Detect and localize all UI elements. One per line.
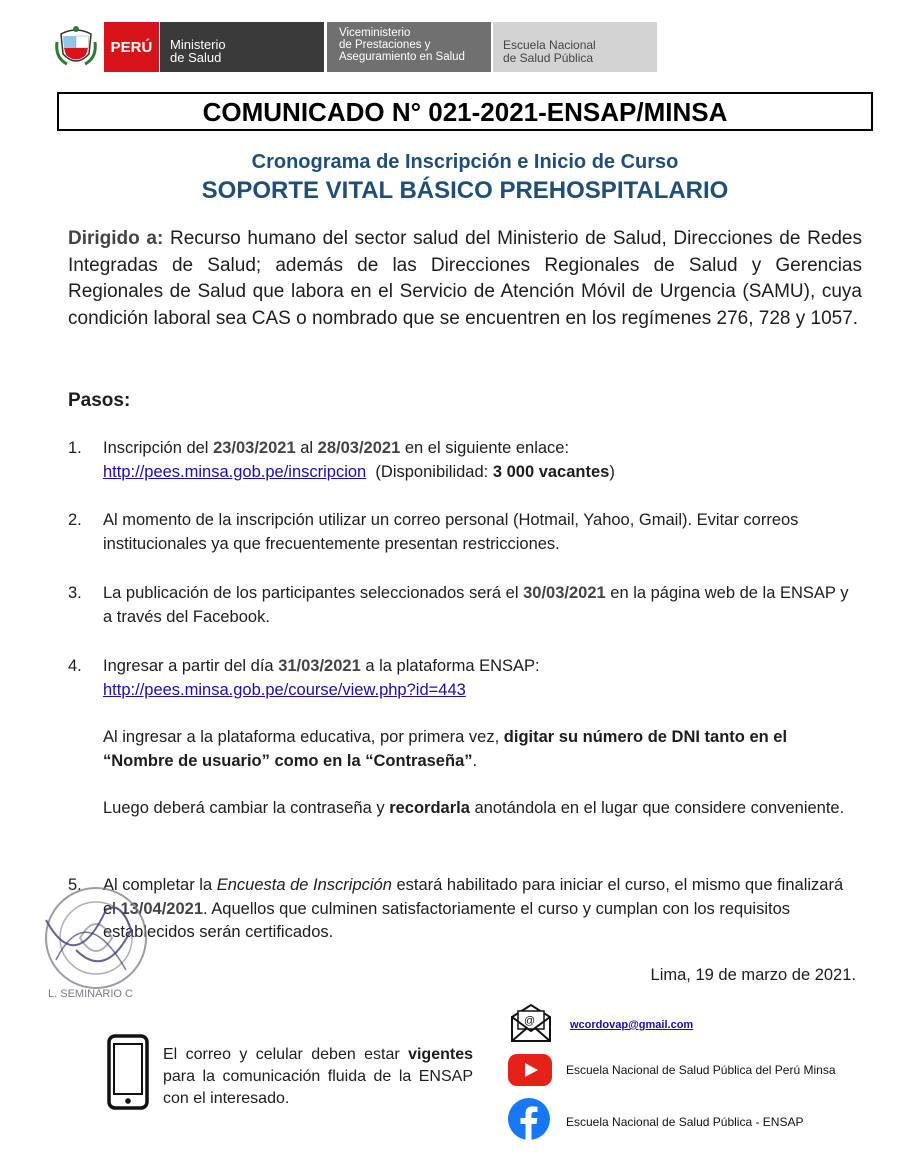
step-text: Inscripción del bbox=[103, 439, 214, 457]
step-3 bbox=[68, 582, 858, 632]
target-audience-label: Dirigido a: bbox=[68, 228, 164, 249]
step-text: en el siguiente enlace: bbox=[400, 439, 570, 457]
step-text: Al momento de la inscripción utilizar un correo personal (Hotmail, Yahoo, Gmail). Evitar correos institucionales ya que frecuentemente presentan restricciones. bbox=[103, 511, 799, 553]
mobile-phone-icon bbox=[107, 1034, 149, 1110]
contact-note-emphasis: vigentes bbox=[408, 1046, 473, 1063]
schedule-subtitle: Cronograma de Inscripción e Inicio de Curso bbox=[251, 151, 679, 173]
step-1 bbox=[68, 437, 858, 487]
access-date: 31/03/2021 bbox=[278, 657, 361, 675]
step-text: Al ingresar a la plataforma educativa, por primera vez, bbox=[103, 728, 504, 746]
official-stamp-signature bbox=[36, 880, 156, 1000]
ministerio-line1: Ministerio bbox=[170, 37, 226, 52]
email-envelope-icon bbox=[510, 1003, 552, 1043]
step-2 bbox=[68, 509, 858, 559]
facebook-icon bbox=[508, 1098, 550, 1140]
end-course-date: 13/04/2021 bbox=[120, 899, 204, 918]
step-text: anotándola en el lugar que considere conveniente. bbox=[469, 799, 845, 817]
target-audience-text: Recurso humano del sector salud del Ministerio de Salud, Direcciones de Redes Integradas de Salud; además de las Direcciones Regionales de Salud y Gerencias Regionales de Salud que labora en el Servicio de Atención Móvil de Urgencia (SAMU), cuya condición laboral sea CAS o nombrado que se encuentren en los regímenes 276, 728 y 1057. bbox=[68, 228, 862, 329]
vacancies-count: 3 000 vacantes bbox=[492, 462, 610, 481]
youtube-channel-name[interactable]: Escuela Nacional de Salud Pública del Perú Minsa bbox=[566, 1063, 836, 1077]
login-instructions bbox=[103, 726, 858, 773]
step-number: 1. bbox=[68, 439, 82, 457]
stamp-caption: L. SEMINARIO C bbox=[48, 988, 133, 1000]
ministerio-logo-block bbox=[160, 22, 324, 72]
steps-heading: Pasos: bbox=[68, 390, 131, 411]
course-title: SOPORTE VITAL BÁSICO PREHOSPITALARIO bbox=[201, 177, 729, 204]
escuela-line2: de Salud Pública bbox=[503, 51, 594, 65]
contact-note-text: para la comunicación fluida de la ENSAP con el interesado. bbox=[163, 1068, 473, 1107]
facebook-page-name[interactable]: Escuela Nacional de Salud Pública - ENSAP bbox=[566, 1115, 804, 1129]
password-instructions bbox=[103, 797, 858, 821]
peru-logo-block bbox=[104, 22, 159, 72]
peru-label: PERÚ bbox=[110, 38, 153, 56]
youtube-icon bbox=[508, 1054, 552, 1086]
step-text: al bbox=[295, 439, 318, 457]
end-date: 28/03/2021 bbox=[317, 439, 401, 457]
step-text: Al completar la bbox=[103, 876, 217, 894]
ministerio-line2: de Salud bbox=[170, 50, 222, 65]
remember-emphasis: recordarla bbox=[389, 799, 470, 817]
step-text: a la plataforma ENSAP: bbox=[360, 657, 540, 675]
step-text: en la página web de la ENSAP y a través del Facebook. bbox=[103, 584, 849, 626]
document-title: COMUNICADO N° 021-2021-ENSAP/MINSA bbox=[57, 92, 873, 131]
vice-line2: de Prestaciones y bbox=[339, 39, 431, 51]
step-number: 2. bbox=[68, 511, 82, 529]
step-text: . Aquellos que culminen satisfactoriamente el curso y cumplan con los requisitos establecidos serán certificados. bbox=[103, 899, 790, 941]
registration-link[interactable]: http://pees.minsa.gob.pe/inscripcion bbox=[103, 462, 367, 481]
step-text: . bbox=[472, 751, 478, 770]
survey-name: Encuesta de Inscripción bbox=[216, 876, 392, 894]
viceministerio-logo-block bbox=[327, 22, 491, 72]
course-link[interactable]: http://pees.minsa.gob.pe/course/view.php?id=443 bbox=[103, 680, 466, 699]
publication-date: 30/03/2021 bbox=[523, 584, 606, 602]
step-text: (Disponibilidad: bbox=[375, 462, 493, 481]
step-4 bbox=[68, 655, 858, 845]
step-number: 4. bbox=[68, 657, 82, 675]
dni-instruction: digitar su número de DNI tanto en el “Nombre de usuario” como en la “Contraseña” bbox=[103, 728, 788, 770]
step-text: La publicación de los participantes seleccionados será el bbox=[103, 584, 524, 602]
step-number: 5. bbox=[68, 876, 82, 894]
step-text: ) bbox=[609, 462, 615, 481]
step-text: estará habilitado para iniciar el curso, el mismo que finalizará el bbox=[103, 876, 844, 918]
contact-note-text: El correo y celular deben estar bbox=[163, 1046, 409, 1063]
escuela-logo-block bbox=[493, 22, 657, 72]
contact-email-link[interactable]: wcordovap@gmail.com bbox=[570, 1019, 694, 1031]
signing-date: Lima, 19 de marzo de 2021. bbox=[650, 966, 856, 984]
vice-line1: Viceministerio bbox=[339, 27, 411, 39]
vice-line3: Aseguramiento en Salud bbox=[339, 51, 465, 63]
step-5 bbox=[68, 874, 858, 946]
peru-coat-of-arms-icon bbox=[55, 24, 97, 70]
svg-text:@: @ bbox=[524, 1015, 536, 1027]
escuela-line1: Escuela Nacional bbox=[503, 38, 596, 52]
target-audience-paragraph bbox=[68, 226, 862, 332]
start-date: 23/03/2021 bbox=[213, 439, 296, 457]
step-text: Luego deberá cambiar la contraseña y bbox=[103, 799, 390, 817]
step-text: Ingresar a partir del día bbox=[103, 657, 279, 675]
contact-note bbox=[163, 1044, 473, 1110]
step-number: 3. bbox=[68, 584, 82, 602]
